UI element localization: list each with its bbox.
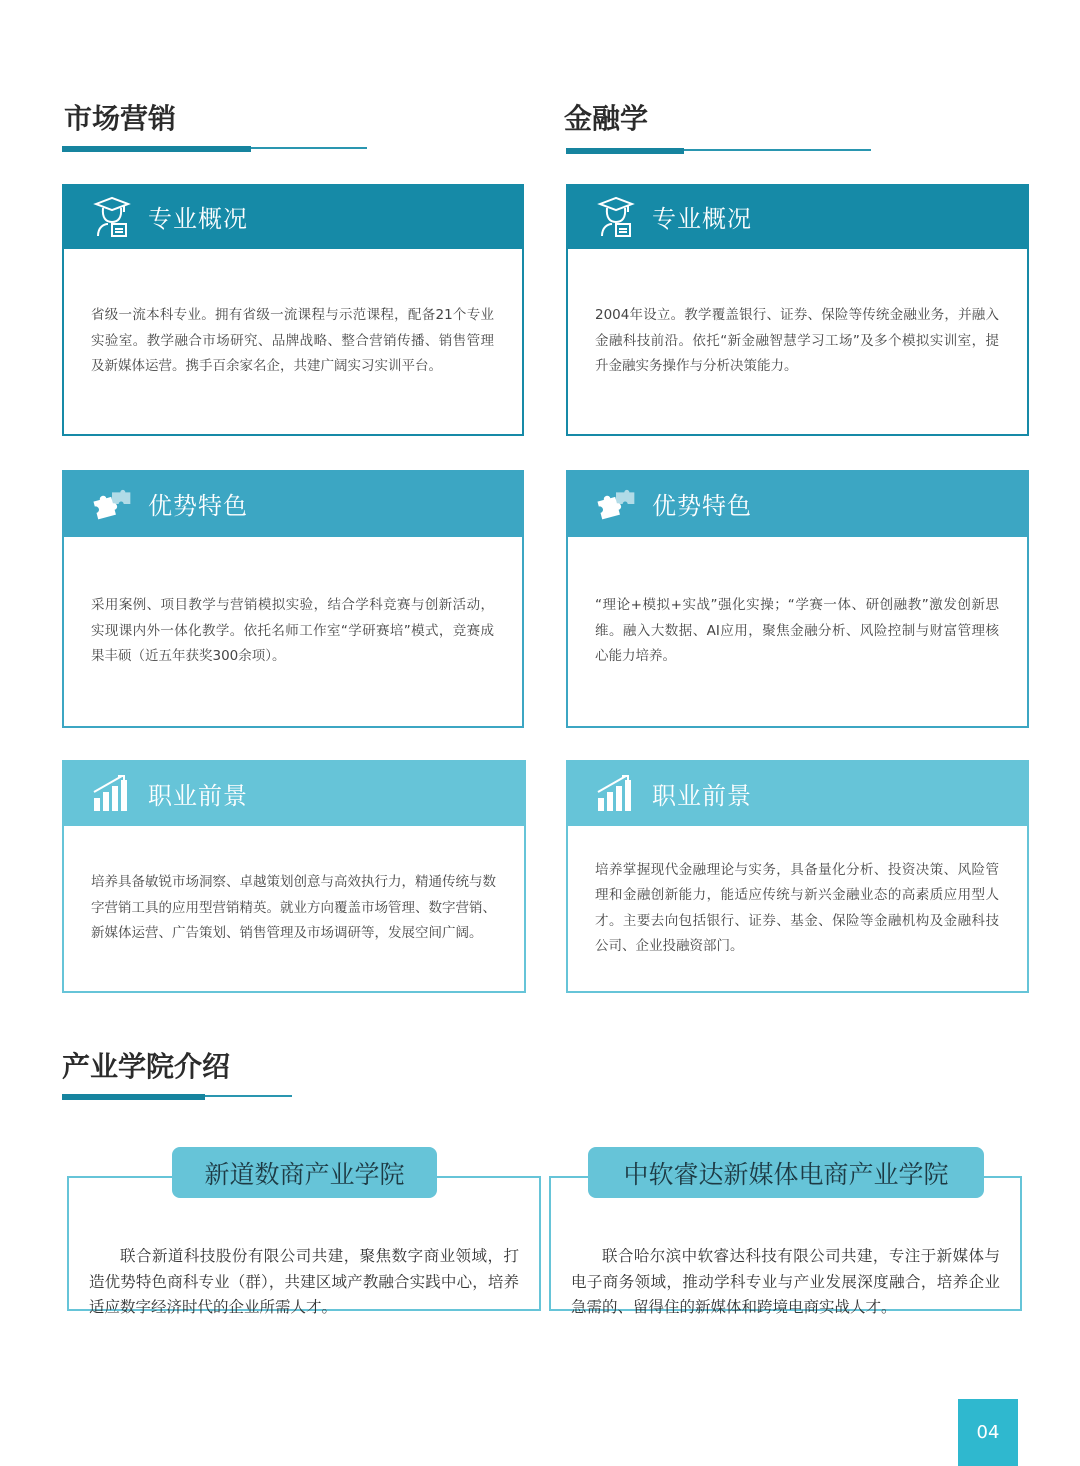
card-overview-marketing <box>62 184 524 436</box>
card-body <box>568 537 1027 726</box>
graduate-icon <box>92 197 132 237</box>
card-text: 采用案例、项目教学与营销模拟实验，结合学科竞赛与创新活动，实现课内外一体化教学。依托名师工作室“学研赛培”模式，竞赛成果丰硕（近五年获奖300余项）。 <box>91 597 494 665</box>
card-body <box>64 826 524 991</box>
card-header <box>566 470 1029 537</box>
college-text: 联合哈尔滨中软睿达科技有限公司共建，专注于新媒体与电子商务领域，推动学科专业与产业发展深度融合，培养企业急需的、留得住的新媒体和跨境电商实战人才。 <box>571 1247 1000 1316</box>
card-career-finance <box>566 760 1029 993</box>
college-name-zhongruan: 中软睿达新媒体电商产业学院 <box>588 1147 984 1198</box>
card-body <box>568 826 1027 991</box>
industry-title: 产业学院介绍 <box>62 1050 231 1083</box>
card-header <box>566 760 1029 826</box>
college-name-xindao: 新道数商产业学院 <box>172 1147 437 1198</box>
card-overview-finance <box>566 184 1029 436</box>
card-heading: 职业前景 <box>148 781 248 810</box>
title-underline <box>62 1094 292 1099</box>
card-text: 省级一流本科专业。拥有省级一流课程与示范课程，配备21个专业实验室。教学融合市场研究、品牌战略、整合营销传播、销售管理及新媒体运营。携手百余家名企，共建广阔实习实训平台。 <box>91 307 494 375</box>
card-text: 培养掌握现代金融理论与实务，具备量化分析、投资决策、风险管理和金融创新能力，能适应传统与新兴金融业态的高素质应用型人才。主要去向包括银行、证券、基金、保险等金融机构及金融科技公司、企业投融资部门。 <box>595 861 999 954</box>
major-title-finance: 金融学 <box>564 102 649 135</box>
card-header <box>62 760 526 826</box>
card-body <box>64 537 522 726</box>
card-heading: 优势特色 <box>652 492 752 520</box>
card-advantages-marketing <box>62 470 524 728</box>
college-text: 联合新道科技股份有限公司共建，聚焦数字商业领域，打造优势特色商科专业（群），共建区域产教融合实践中心，培养适应数字经济时代的企业所需人才。 <box>89 1247 519 1316</box>
card-heading: 专业概况 <box>148 205 248 233</box>
graduate-icon <box>596 197 636 237</box>
bar-chart-icon <box>92 773 132 813</box>
title-underline <box>62 146 367 151</box>
page-number: 04 <box>958 1399 1018 1466</box>
puzzle-icon <box>596 484 636 524</box>
puzzle-icon <box>92 484 132 524</box>
card-text: 2004年设立。教学覆盖银行、证券、保险等传统金融业务，并融入金融科技前沿。依托“新金融智慧学习工场”及多个模拟实训室，提升金融实务操作与分析决策能力。 <box>595 307 999 375</box>
major-title-marketing: 市场营销 <box>64 102 177 135</box>
card-header <box>62 470 524 537</box>
bar-chart-icon <box>596 773 636 813</box>
card-advantages-finance <box>566 470 1029 728</box>
card-career-marketing <box>62 760 526 993</box>
card-header <box>566 184 1029 249</box>
card-body <box>64 249 522 434</box>
card-text: 培养具备敏锐市场洞察、卓越策划创意与高效执行力，精通传统与数字营销工具的应用型营销精英。就业方向覆盖市场管理、数字营销、新媒体运营、广告策划、销售管理及市场调研等，发展空间广阔。 <box>91 874 496 942</box>
card-text: “理论+模拟+实战”强化实操；“学赛一体、研创融教”激发创新思维。融入大数据、AI应用，聚焦金融分析、风险控制与财富管理核心能力培养。 <box>595 597 999 665</box>
card-heading: 优势特色 <box>148 492 248 520</box>
card-body <box>568 249 1027 434</box>
card-heading: 职业前景 <box>652 781 752 810</box>
card-header <box>62 184 524 249</box>
card-heading: 专业概况 <box>652 205 752 233</box>
title-underline <box>566 148 871 153</box>
